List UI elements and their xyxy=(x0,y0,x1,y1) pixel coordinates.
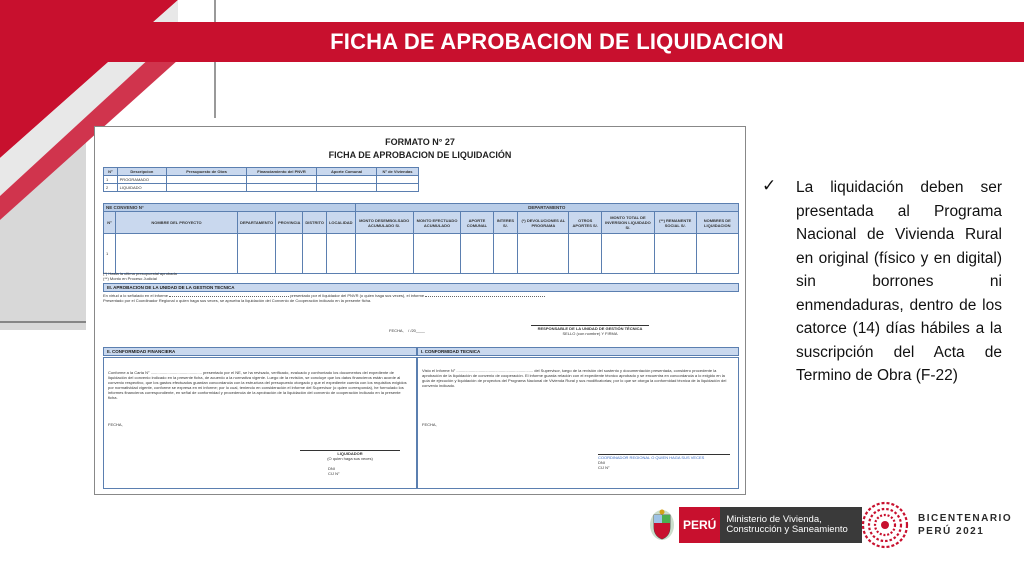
note-2: (**) Monto en Proceso Judicial xyxy=(103,276,157,281)
section-3-line-2: Presentado por el Coordinador Regional o quien haga sus veces, se aprueba la liquidación del Convenio de Cooperación indicado en la presente ficha. xyxy=(103,298,372,303)
main-header: MONTO DESEMBOLSADO ACUMULADO S/. xyxy=(355,212,413,234)
cip-label: CIJ N° xyxy=(328,471,340,476)
band-row xyxy=(104,204,739,212)
ne-convenio-label: NE CONVENIO N° xyxy=(106,205,144,210)
check-mark-icon: ✓ xyxy=(762,176,777,195)
cip-label-2: CIJ N° xyxy=(598,465,610,470)
table-cell xyxy=(377,176,419,184)
bicentenario-line-2: PERÚ 2021 xyxy=(918,526,985,537)
tecnica-box xyxy=(417,357,739,489)
ministry-logo xyxy=(648,507,862,543)
title-bar xyxy=(90,22,1024,62)
table-cell xyxy=(276,234,303,274)
liquidador-label: LIQUIDADOR xyxy=(337,451,363,456)
table-row xyxy=(104,184,419,192)
ministry-label: Ministerio de Vivienda, Construcción y Saneamiento xyxy=(720,507,862,543)
document-header xyxy=(95,137,745,160)
table-cell xyxy=(116,234,238,274)
bullet-text: La liquidación deben ser presentada al Programa Nacional de Vivienda Rural en original (físico y en digital) sin borrones ni enmendaduras, dentro de los catorce (14) días hábiles a la suscripción del Acta de Termino de Obra (F-22) xyxy=(796,179,1002,384)
main-header: (*) DEVOLUCIONES AL PROGRAMA xyxy=(518,212,569,234)
section-3-line-1: En virtud a lo señalado en el informe xyxy=(103,293,168,298)
table-cell xyxy=(238,234,276,274)
summary-header-row xyxy=(104,168,419,176)
section-3-line-1b: presentado por el liquidador del PNVR (o quien haga sus veces), el informe xyxy=(290,293,425,298)
table-cell: LIQUIDADO xyxy=(117,184,166,192)
main-header: N° xyxy=(104,212,116,234)
table-cell xyxy=(493,234,518,274)
coordinador-label: COORDINADOR REGIONAL O QUIEN HAGA SUS VECES xyxy=(598,455,705,460)
table-cell xyxy=(317,184,377,192)
summary-header: Descripcion xyxy=(117,168,166,176)
sello-label: SELLO (con nombre) Y FIRMA xyxy=(562,331,618,336)
table-cell xyxy=(247,184,317,192)
responsable-label: RESPONSABLE DE LA UNIDAD DE GESTIÓN TÉCNICA xyxy=(537,326,643,331)
form-title: FICHA DE APROBACION DE LIQUIDACIÓN xyxy=(328,150,512,160)
bicentenario-logo xyxy=(860,500,1012,550)
main-header: NOMBRE DEL PROYECTO xyxy=(116,212,238,234)
summary-table xyxy=(103,167,419,192)
main-header: MONTO EFECTUADO ACUMULADO xyxy=(413,212,460,234)
summary-header: N° xyxy=(104,168,118,176)
main-header: DISTRITO xyxy=(303,212,327,234)
table-cell xyxy=(326,234,355,274)
section-3-body xyxy=(103,293,739,303)
table-row xyxy=(104,176,419,184)
format-label: FORMATO N° 27 xyxy=(385,137,455,147)
notes xyxy=(103,271,177,281)
summary-header: Financiamiento del PNVR xyxy=(247,168,317,176)
liquidation-table xyxy=(103,203,739,274)
table-cell xyxy=(247,176,317,184)
coordinador-block xyxy=(598,454,730,470)
main-header: INTERES S/. xyxy=(493,212,518,234)
table-cell xyxy=(377,184,419,192)
dni-label: DNI xyxy=(328,466,335,471)
financiera-fecha: FECHA, xyxy=(108,422,123,427)
tecnica-fecha: FECHA, xyxy=(422,422,437,427)
slide-title: FICHA DE APROBACION DE LIQUIDACION xyxy=(330,29,784,54)
conformidad-tecnica-header: I. CONFORMIDAD TECNICA xyxy=(417,347,739,356)
liquidador-block xyxy=(300,450,400,461)
main-header: MONTO TOTAL DE INVERSION LIQUIDADO S/. xyxy=(601,212,654,234)
table-cell xyxy=(303,234,327,274)
bicentenario-emblem-icon xyxy=(860,500,910,550)
coat-of-arms-icon xyxy=(648,507,676,543)
dni-label-2: DNI xyxy=(598,460,605,465)
departamento-label: DEPARTAMENTO xyxy=(528,205,566,210)
summary-header: Presupuesto de Obra xyxy=(167,168,247,176)
main-header: OTROS APORTES S/. xyxy=(569,212,602,234)
table-cell: PROGRAMADO xyxy=(117,176,166,184)
bicentenario-line-1: BICENTENARIO xyxy=(918,513,1013,524)
financiera-text: Conforme a la Carta N° .............................................. presentado por el NE, se ha revisado, verificado, evaluado y confrontado los documentos del expediente de liquidación del convenio indicado en la presente ficha, de acuerdo a la normativa vigente. Luego de la revisión, se concluye que los datos financieros están acorde al convenio respectivo, que los gastos efectuados guardan concordancia con la estructura del presupuesto otorgado y que el expediente cuenta con los requisitos exigidos por normatividad vigente, conforme se expresa en mi informe; por lo cual, teniendo en consideración el informe del Supervisor (o quien corresponda), he formulado los informes financieros correspondiente, en señal de conformidad y procedencia de la aprobación de la liquidación del convenio de cooperación indicado en la presente ficha. xyxy=(108,370,407,400)
table-cell xyxy=(518,234,569,274)
table-cell xyxy=(654,234,696,274)
table-row xyxy=(104,234,739,274)
summary-header: Aporte Comunal xyxy=(317,168,377,176)
document-preview xyxy=(94,126,746,495)
table-cell: 1 xyxy=(104,234,116,274)
table-cell xyxy=(317,176,377,184)
summary-header: N° de Viviendas xyxy=(377,168,419,176)
bicentenario-text xyxy=(918,512,1012,538)
main-header: NOMBRES DE LIQUIDACION xyxy=(696,212,738,234)
financiera-box xyxy=(103,357,417,489)
bullet-item xyxy=(762,176,1002,388)
section-3-header: III. APROBACION DE LA UNIDAD DE LA GESTION TECNICA xyxy=(103,283,739,292)
table-cell: 2 xyxy=(104,184,118,192)
conformidad-financiera-header: II. CONFORMIDAD FINANCIERA xyxy=(103,347,417,356)
liquidador-sub: (O quien haga sus veces) xyxy=(327,456,373,461)
peru-label: PERÚ xyxy=(679,507,720,543)
table-cell xyxy=(355,234,413,274)
table-cell xyxy=(601,234,654,274)
main-header: DEPARTAMENTO xyxy=(238,212,276,234)
tecnica-text: Visto el Informe N° ..................................................................... del Supervisor, luego de la revisión del sustento y documentación presentada, considero procedente la aprobación de la liquidación de convenio de cooperación. El informe guarda relación con el expediente técnico aprobado y se encuentra en concordancia a lo exigido en la guía de ejecución y liquidación de proyectos del Programa Nacional de Vivienda Rural y sus modificatorias; por lo que se otorga la conformidad técnica de la liquidación del convenio indicado. xyxy=(422,368,727,388)
table-cell xyxy=(696,234,738,274)
departamento-band xyxy=(355,204,738,212)
main-header: APORTE COMUNAL xyxy=(461,212,493,234)
table-cell xyxy=(167,176,247,184)
table-cell xyxy=(167,184,247,192)
main-header-row xyxy=(104,212,739,234)
ne-convenio-band xyxy=(104,204,356,212)
main-header: PROVINCIA xyxy=(276,212,303,234)
responsable-block xyxy=(531,325,649,336)
table-cell xyxy=(461,234,493,274)
table-cell xyxy=(569,234,602,274)
main-header: LOCALIDAD xyxy=(326,212,355,234)
fecha-date: / /20____ xyxy=(408,328,425,333)
note-1: (*) Hasta la ultima presupuestal aprobada xyxy=(103,271,177,276)
dni-cij-block xyxy=(328,466,340,476)
table-cell xyxy=(413,234,460,274)
fecha-label: FECHA, xyxy=(389,328,404,333)
table-cell: 1 xyxy=(104,176,118,184)
main-header: (**) REMANENTE SOCIAL S/. xyxy=(654,212,696,234)
fecha-row xyxy=(389,328,425,333)
